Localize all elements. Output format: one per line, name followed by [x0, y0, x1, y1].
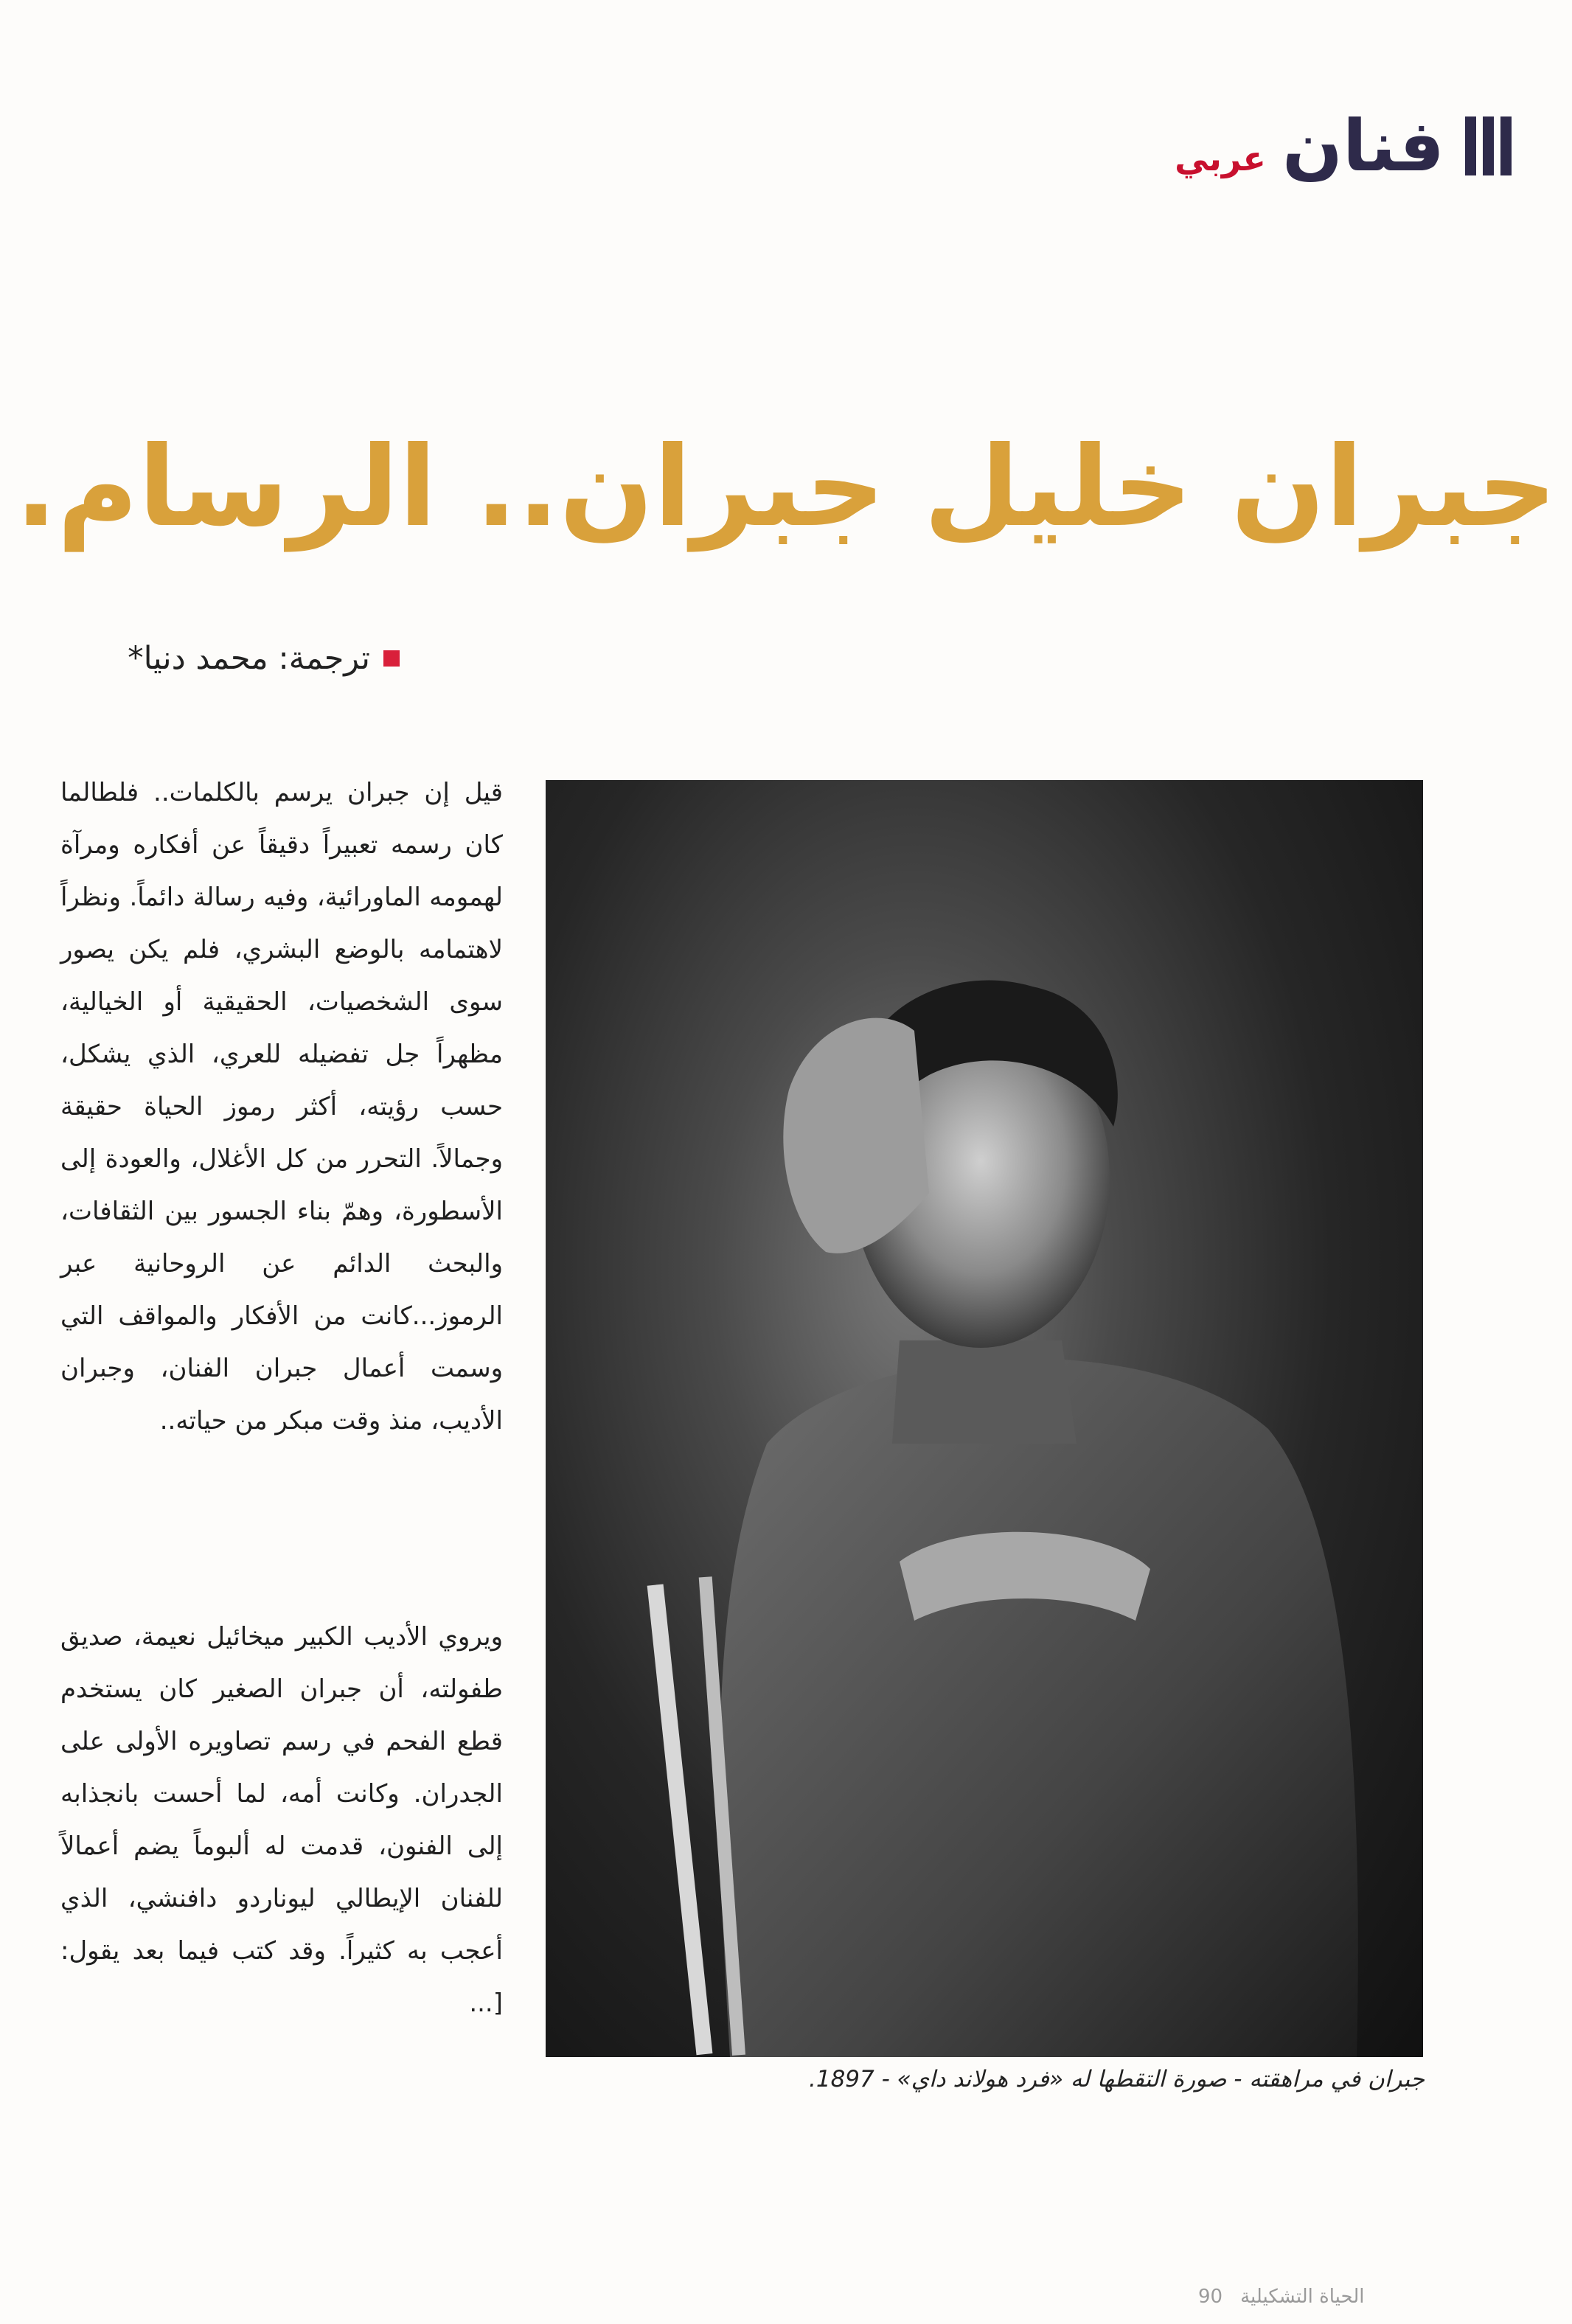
paragraph-text: قيل إن جبران يرسم بالكلمات.. فلطالما كان رسمه تعبيراً دقيقاً عن أفكاره ومرآة لهمومه الماورائية، وفيه رسالة دائماً. ونظراً لاهتمامه بالوضع البشري، فلم يكن يصور سوى الشخصيات، الحقيقية أو الخيالية، مظهراً جل تفضيله للعري، الذي يشكل، حسب رؤيته، أكثر رموز الحياة حقيقة وجمالاً. التحرر من كل الأغلال، والعودة إلى الأسطورة، وهمّ بناء الجسور بين الثقافات، والبحث الدائم عن الروحانية عبر الرموز...كانت من الأفكار والمواقف التي وسمت أعمال جبران الفنان، وجبران الأديب، منذ وقت مبكر من حياته.. [60, 778, 503, 1436]
section-bars-icon [1465, 116, 1512, 175]
section-title: فنان [1281, 105, 1444, 187]
page-footer [1198, 2286, 1364, 2308]
photo-caption: جبران في مراهقته - صورة التقطها له «فرد هولاند داي» - 1897. [808, 2066, 1425, 2092]
portrait-photo [546, 780, 1423, 2057]
article-title: جبران خليل جبران.. الرسام. [15, 422, 1557, 552]
byline [128, 640, 400, 677]
paragraph-text: ويروي الأديب الكبير ميخائيل نعيمة، صديق طفولته، أن جبران الصغير كان يستخدم قطع الفحم في رسم تصاويره الأولى على الجدران. وكانت أمه، لما أحست بانجذابه إلى الفنون، قدمت له ألبوماً يضم أعمالاً للفنان الإيطالي ليوناردو دافنشي، الذي أعجب به كثيراً. وقد كتب فيما بعد يقول:[... [60, 1622, 503, 2018]
body-paragraph-2 [60, 1611, 503, 2030]
section-header [1175, 105, 1512, 187]
page-number: 90 [1198, 2286, 1223, 2308]
body-paragraph-1 [60, 767, 503, 1447]
byline-text: ترجمة: محمد دنيا* [128, 640, 370, 677]
byline-marker-icon [383, 650, 400, 667]
section-subtitle: عربي [1175, 139, 1266, 178]
portrait-illustration [546, 780, 1423, 2057]
magazine-name: الحياة التشكيلية [1240, 2286, 1365, 2308]
